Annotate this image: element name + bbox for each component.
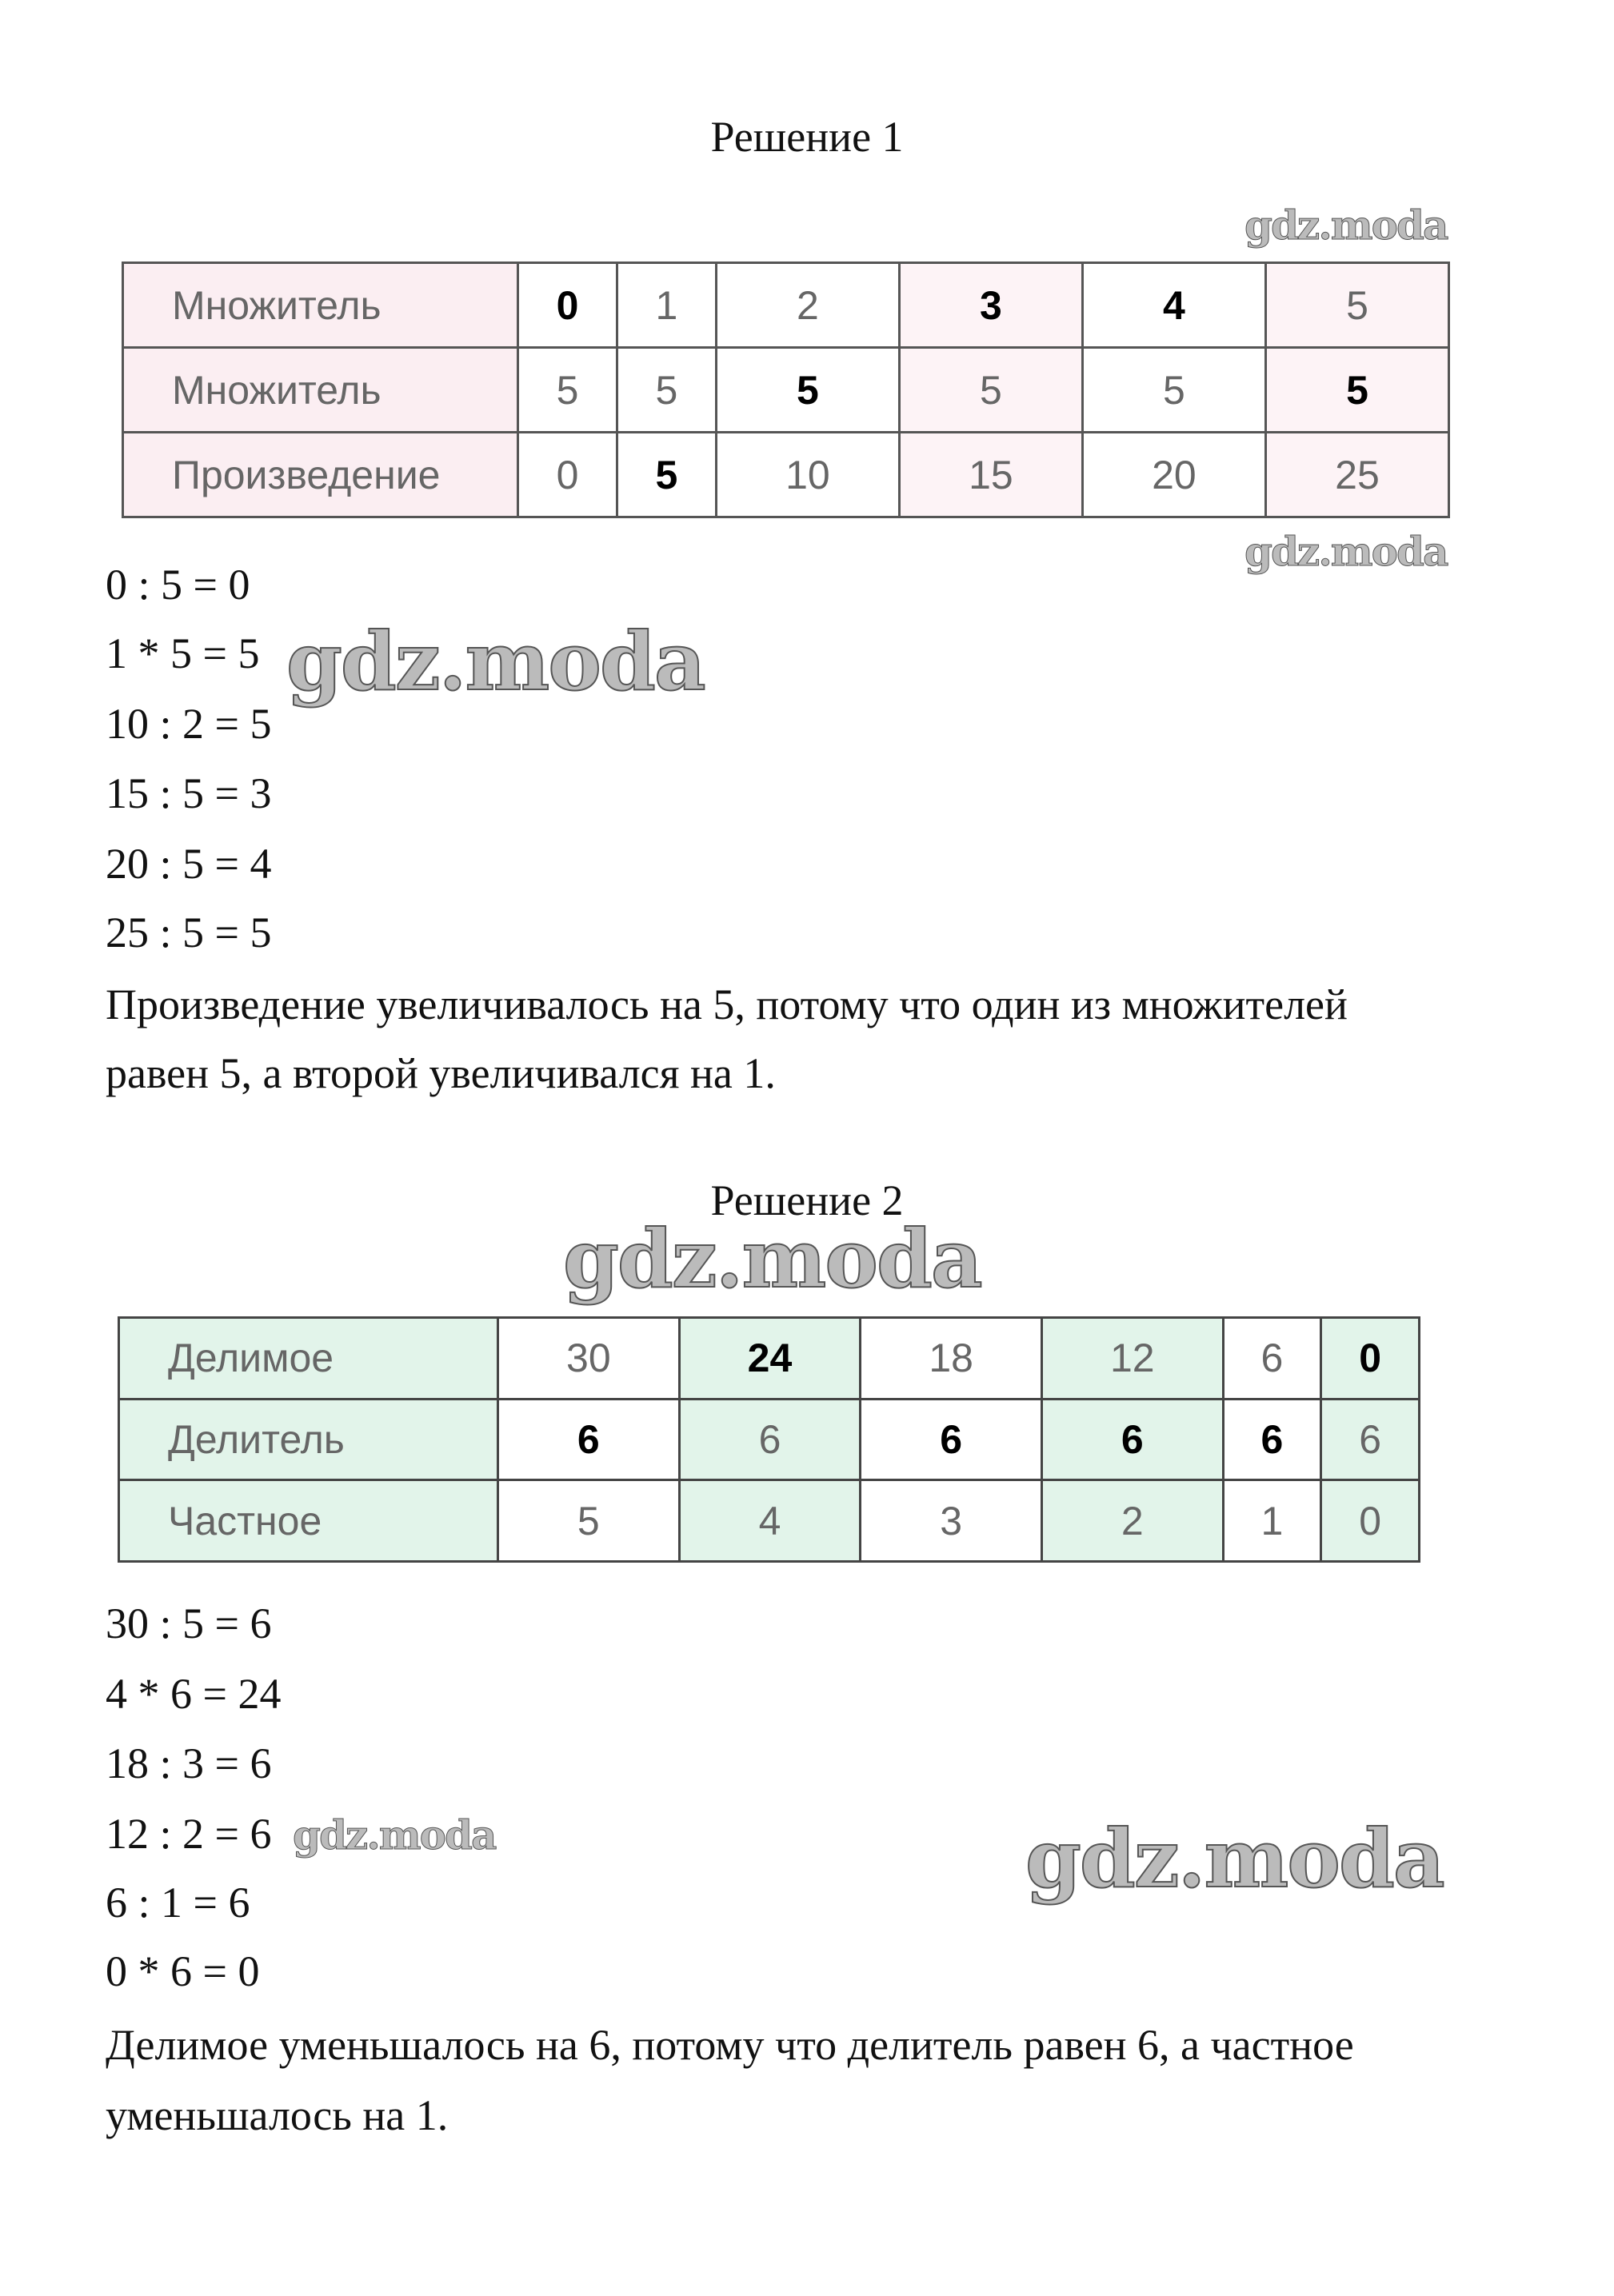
table-cell: 20 [1082,433,1265,517]
table-cell: 4 [679,1480,861,1562]
table-cell: 1 [1223,1480,1321,1562]
watermark: gdz.moda [293,1811,496,1859]
solution-line: 1 * 5 = 5 [106,629,260,677]
table-cell: 1 [617,263,716,348]
table-row [123,348,1449,433]
solution-line: 30 : 5 = 6 [106,1599,272,1647]
solution-line: 25 : 5 = 5 [106,908,272,956]
solution-line: 6 : 1 = 6 [106,1879,250,1927]
row-label: Множитель [123,348,518,433]
table-cell: 2 [716,263,899,348]
solution-line: 12 : 2 = 6 [106,1810,272,1858]
solution-line: Произведение увеличивалось на 5, потому что один из множителей [106,980,1348,1028]
table-cell: 18 [861,1318,1042,1400]
table-cell: 25 [1265,433,1448,517]
table-cell: 24 [679,1318,861,1400]
solution-1-title: Решение 1 [710,113,904,161]
table-cell: 5 [1265,263,1448,348]
table-cell: 6 [679,1399,861,1480]
table-cell: 6 [1223,1399,1321,1480]
table-cell: 3 [861,1480,1042,1562]
table-cell: 5 [1082,348,1265,433]
solution-line: 15 : 5 = 3 [106,769,272,817]
solution-line: уменьшалось на 1. [106,2091,449,2139]
table-cell: 5 [498,1480,680,1562]
table-cell: 30 [498,1318,680,1400]
row-label: Множитель [123,263,518,348]
table-cell: 6 [498,1399,680,1480]
table-cell: 0 [518,433,617,517]
table-cell: 0 [1321,1480,1420,1562]
row-label: Произведение [123,433,518,517]
table-row [119,1480,1420,1562]
solution-line: 0 : 5 = 0 [106,561,250,609]
row-label: Частное [119,1480,498,1562]
table-cell: 5 [899,348,1082,433]
table-cell: 6 [1321,1399,1420,1480]
solution-2-title: Решение 2 [710,1176,904,1224]
solution-line: 18 : 3 = 6 [106,1739,272,1787]
solution-line: 0 * 6 = 0 [106,1947,260,1995]
table-cell: 5 [518,348,617,433]
table-cell: 5 [716,348,899,433]
table-cell: 5 [617,433,716,517]
table-cell: 6 [1041,1399,1223,1480]
table-cell: 12 [1041,1318,1223,1400]
solution-line: Делимое уменьшалось на 6, потому что делитель равен 6, а частное [106,2021,1354,2069]
table-cell: 15 [899,433,1082,517]
row-label: Делимое [119,1318,498,1400]
watermark: gdz.moda [563,1212,981,1306]
table-cell: 10 [716,433,899,517]
solution-line: равен 5, а второй увеличивался на 1. [106,1049,776,1097]
table-cell: 5 [617,348,716,433]
table-row [119,1318,1420,1400]
table-row [123,263,1449,348]
table-cell: 0 [518,263,617,348]
table-cell: 2 [1041,1480,1223,1562]
table-cell: 3 [899,263,1082,348]
watermark: gdz.moda [1244,202,1448,249]
solution-line: 20 : 5 = 4 [106,840,272,888]
table-cell: 6 [861,1399,1042,1480]
table-cell: 5 [1265,348,1448,433]
table-cell: 0 [1321,1318,1420,1400]
watermark: gdz.moda [286,614,705,709]
table-row [119,1399,1420,1480]
row-label: Делитель [119,1399,498,1480]
watermark: gdz.moda [1244,528,1448,575]
solution-line: 10 : 2 = 5 [106,700,272,748]
multiplication-table [122,262,1450,518]
table-cell: 6 [1223,1318,1321,1400]
division-table [118,1316,1420,1563]
table-cell: 4 [1082,263,1265,348]
watermark: gdz.moda [1025,1811,1444,1906]
solution-line: 4 * 6 = 24 [106,1670,282,1718]
table-row [123,433,1449,517]
